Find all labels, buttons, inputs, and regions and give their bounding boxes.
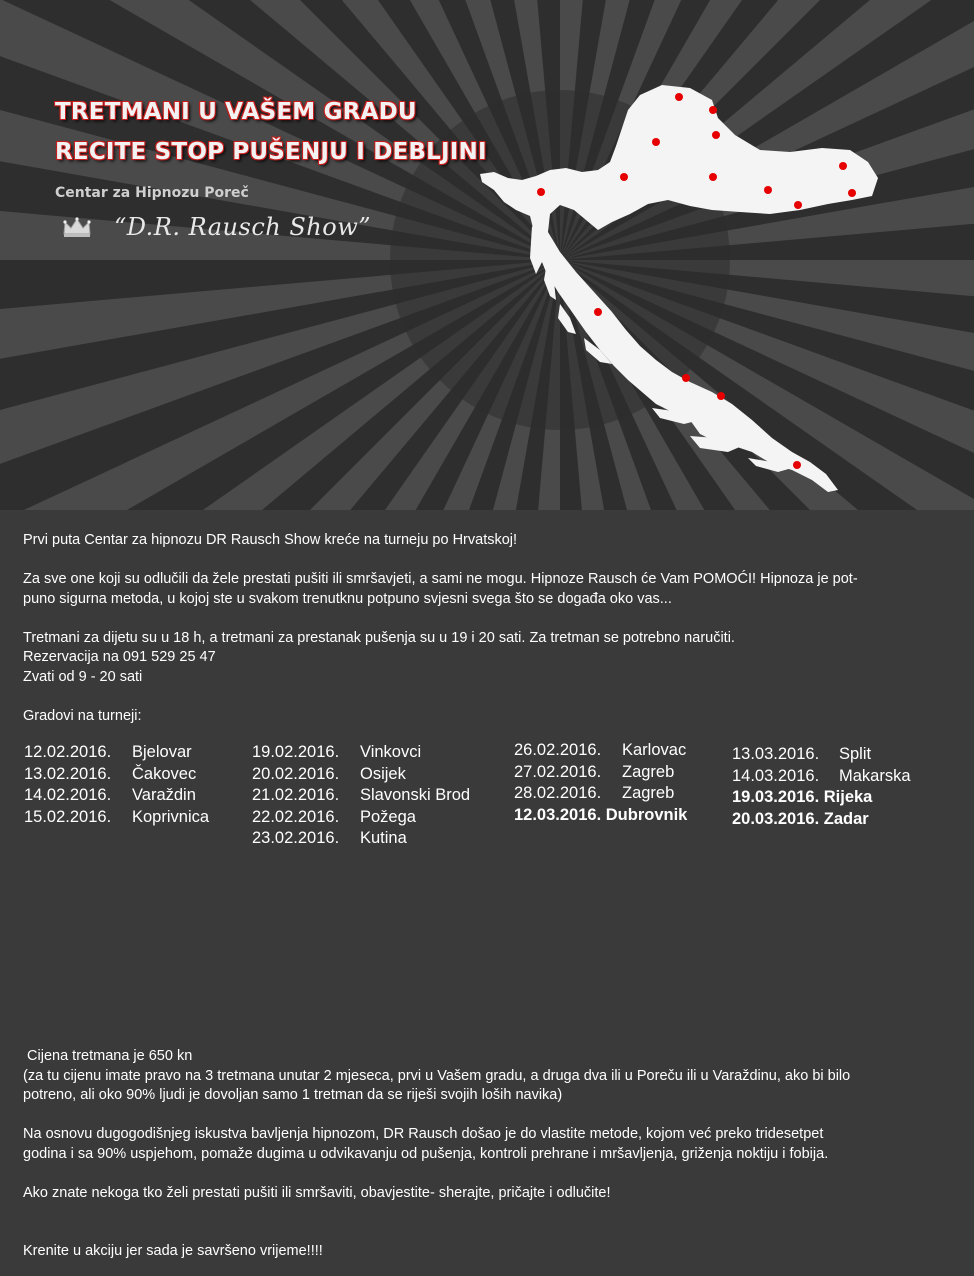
tour-row <box>732 766 911 788</box>
headline-stop-smoking: RECITE STOP PUŠENJU I DEBLJINI <box>55 139 487 165</box>
price-note-line1: (za tu cijenu imate pravo na 3 tretmana unutar 2 mjeseca, prvi u Vašem gradu, a druga dva ili u Poreču ili u Varaždinu, ako bi bilo <box>23 1067 851 1084</box>
share-call: Ako znate nekoga tko želi prestati pušiti ili smršaviti, obavjestite- sherajte, pričajte i odlučite! <box>23 1184 611 1201</box>
headline-treatments: TRETMANI U VAŠEM GRADU <box>55 99 417 125</box>
tour-city: Koprivnica <box>132 807 210 826</box>
tour-date: 12.02.2016. <box>24 743 112 761</box>
tour-date: 27.02.2016. <box>514 762 602 781</box>
reservation-phone: Rezervacija na 091 529 25 47 <box>23 649 216 665</box>
tour-row <box>252 807 470 829</box>
tour-date: 23.02.2016. <box>252 829 340 847</box>
tour-row <box>252 764 470 786</box>
show-name: “D.R. Rausch Show” <box>114 213 372 241</box>
tour-city: Bjelovar <box>132 743 192 761</box>
price-note-line2: potreno, ali oko 90% ljudi je dovoljan samo 1 tretman da se riješi svojih loših navika) <box>23 1087 563 1103</box>
tour-city: Osijek <box>360 764 406 783</box>
tour-city: Požega <box>360 807 416 826</box>
tour-city: Split <box>839 745 872 763</box>
intro-text <box>23 531 953 726</box>
tour-row <box>732 744 911 766</box>
tour-date: 28.02.2016. <box>514 784 602 802</box>
tour-row <box>514 783 687 805</box>
tour-city: Čakovec <box>132 764 197 783</box>
intro-paragraph-help-line2: puno sigurna metoda, u kojoj ste u svakom trenutknu potpuno svjesni svega što se događa oko vas... <box>23 590 672 607</box>
experience-line1: Na osnovu dugogodišnjeg iskustva bavljenja hipnozom, DR Rausch došao je do vlastite metode, kojom već preko tridesetpet <box>23 1126 824 1142</box>
tour-date: 26.02.2016. <box>514 741 602 759</box>
tour-row <box>252 742 470 764</box>
hero-banner <box>0 0 974 510</box>
tour-row-highlight: 12.03.2016. Dubrovnik <box>514 805 688 824</box>
call-hours: Zvati od 9 - 20 sati <box>23 668 143 685</box>
tour-date: 21.02.2016. <box>252 786 340 804</box>
experience-line2: godina i sa 90% uspjehom, pomaže dugima u odvikavanju od pušenja, kontroli prehrane i mršavljenja, griženja noktiju i fobija. <box>23 1145 829 1162</box>
tour-city: Zagreb <box>622 762 675 781</box>
outro-text <box>23 1047 953 1262</box>
tour-city: Zagreb <box>622 784 675 802</box>
center-name: Centar za Hipnozu Poreč <box>55 185 249 201</box>
tour-city: Slavonski Brod <box>360 786 471 804</box>
price: Cijena tretmana je 650 kn <box>23 1048 193 1064</box>
tour-city: Varaždin <box>132 786 196 804</box>
tour-row <box>24 807 209 829</box>
tour-column-2 <box>252 742 470 850</box>
tour-column-1 <box>24 742 209 828</box>
show-logo <box>62 213 371 241</box>
tour-city: Vinkovci <box>360 743 422 761</box>
schedule-info: Tretmani za dijetu su u 18 h, a tretmani za prestanak pušenja su u 19 i 20 sati. Za tretman se potrebno naručiti. <box>23 629 735 646</box>
tour-date: 22.02.2016. <box>252 807 340 826</box>
tour-row <box>514 740 687 762</box>
tour-date: 14.03.2016. <box>732 766 820 785</box>
tour-date: 13.02.2016. <box>24 764 112 783</box>
call-to-action: Krenite u akciju jer sada je savršeno vrijeme!!!! <box>23 1243 323 1259</box>
tour-city: Kutina <box>360 829 407 847</box>
tour-date: 14.02.2016. <box>24 786 112 804</box>
intro-paragraph-tour: Prvi puta Centar za hipnozu DR Rausch Show kreće na turneju po Hrvatskoj! <box>23 532 518 548</box>
croatia-map <box>0 0 974 510</box>
tour-row <box>24 764 209 786</box>
tour-date: 15.02.2016. <box>24 807 112 826</box>
tour-city: Karlovac <box>622 741 687 759</box>
tour-row <box>252 785 470 807</box>
tour-column-4 <box>732 744 911 830</box>
tour-row <box>24 742 209 764</box>
tour-row-highlight: 19.03.2016. Rijeka <box>732 788 873 806</box>
tour-city: Makarska <box>839 766 911 785</box>
tour-date: 20.02.2016. <box>252 764 340 783</box>
tour-row <box>24 785 209 807</box>
tour-column-3 <box>514 740 687 826</box>
tour-row <box>252 828 470 850</box>
tour-date: 13.03.2016. <box>732 745 820 763</box>
tour-heading: Gradovi na turneji: <box>23 707 142 724</box>
tour-schedule <box>24 742 954 862</box>
tour-row <box>514 762 687 784</box>
tour-row-highlight: 20.03.2016. Zadar <box>732 809 869 828</box>
intro-paragraph-help-line1: Za sve one koji su odlučili da žele prestati pušiti ili smršavjeti, a sami ne mogu. Hipnoze Rausch će Vam POMOĆI! Hipnoza je pot- <box>23 571 858 587</box>
tour-date: 19.02.2016. <box>252 743 340 761</box>
crown-icon <box>62 216 92 238</box>
